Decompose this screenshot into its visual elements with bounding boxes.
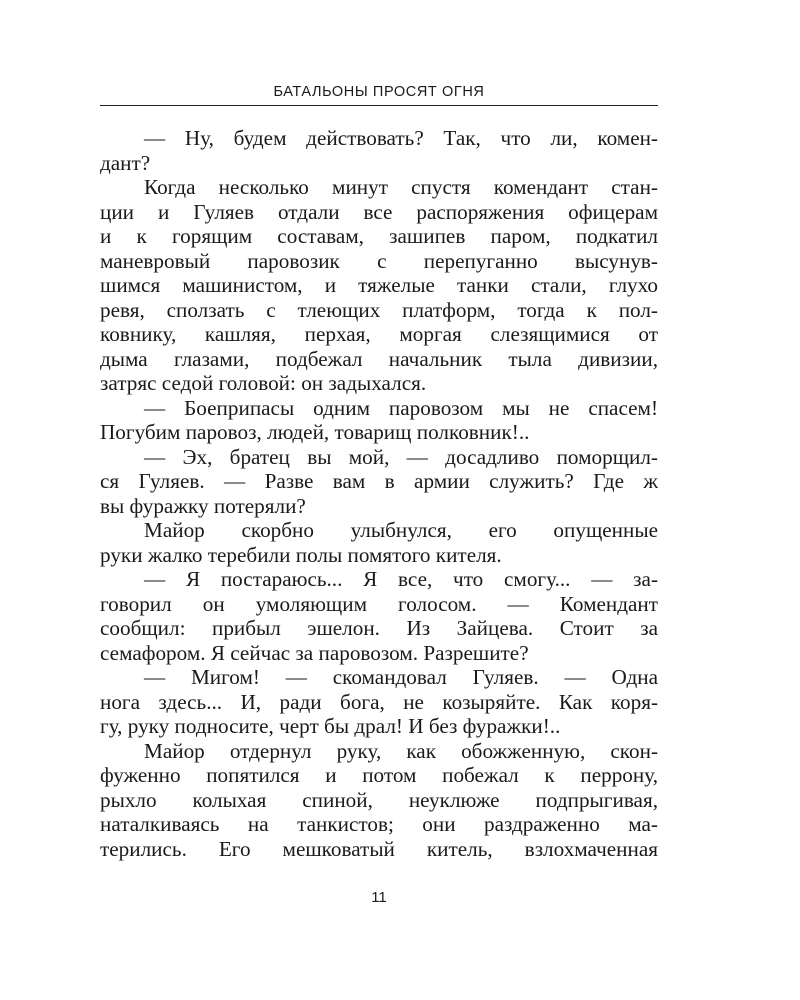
- text-line: Майор скорбно улыбнулся, его опущенные: [144, 518, 658, 542]
- text-line: — Боеприпасы одним паровозом мы не спасем!: [144, 395, 658, 420]
- text-line: вы фуражку потеряли?: [100, 493, 306, 518]
- text-line: наталкиваясь на танкистов; они раздраженно ма-: [100, 812, 658, 836]
- text-line: — Эх, братец вы мой, — досадливо поморщил-: [144, 444, 658, 469]
- text-line: терились. Его мешковатый китель, взлохмаченная: [100, 836, 658, 861]
- text-line: ся Гуляев. — Разве вам в армии служить? Где ж: [100, 469, 658, 493]
- body-text: [100, 126, 658, 861]
- text-line: маневровый паровозик с перепуганно высунув-: [100, 248, 658, 273]
- text-line: Когда несколько минут спустя комендант стан-: [144, 175, 658, 199]
- text-line: — Мигом! — скомандовал Гуляев. — Одна: [144, 665, 658, 689]
- text-line: и к горящим составам, зашипев паром, подкатил: [100, 224, 658, 248]
- text-line: Погубим паровоз, людей, товарищ полковник!..: [100, 420, 530, 444]
- text-line: — Я постараюсь... Я все, что смогу... — за-: [144, 567, 658, 591]
- text-line: ревя, сползать с тлеющих платформ, тогда к пол-: [100, 297, 658, 322]
- text-line: ковнику, кашляя, перхая, моргая слезящимися от: [100, 322, 658, 346]
- text-line: говорил он умоляющим голосом. — Комендант: [100, 591, 658, 616]
- text-line: рыхло колыхая спиной, неуклюже подпрыгивая,: [100, 787, 658, 812]
- text-line: дыма глазами, подбежал начальник тыла дивизии,: [100, 346, 658, 371]
- text-line: дант?: [100, 150, 151, 175]
- running-title: БАТАЛЬОНЫ ПРОСЯТ ОГНЯ: [273, 84, 485, 100]
- header-rule: [100, 105, 658, 106]
- text-line: затряс седой головой: он задыхался.: [100, 371, 427, 395]
- text-line: сообщил: прибыл эшелон. Из Зайцева. Стоит за: [100, 616, 658, 640]
- text-line: семафором. Я сейчас за паровозом. Разрешите?: [100, 640, 529, 665]
- text-line: ции и Гуляев отдали все распоряжения офицерам: [100, 199, 658, 224]
- text-line: Майор отдернул руку, как обожженную, скон-: [144, 738, 658, 763]
- text-line: фуженно попятился и потом побежал к перрону,: [100, 763, 658, 787]
- text-line: гу, руку подносите, черт бы драл! И без фуражки!..: [100, 714, 561, 738]
- page-number: 11: [371, 889, 387, 906]
- text-line: — Ну, будем действовать? Так, что ли, комен-: [144, 126, 658, 150]
- text-line: нога здесь... И, ради бога, не козыряйте. Как коря-: [100, 689, 658, 714]
- text-line: руки жалко теребили полы помятого кителя.: [100, 542, 502, 567]
- text-line: шимся машинистом, и тяжелые танки стали, глухо: [100, 273, 658, 297]
